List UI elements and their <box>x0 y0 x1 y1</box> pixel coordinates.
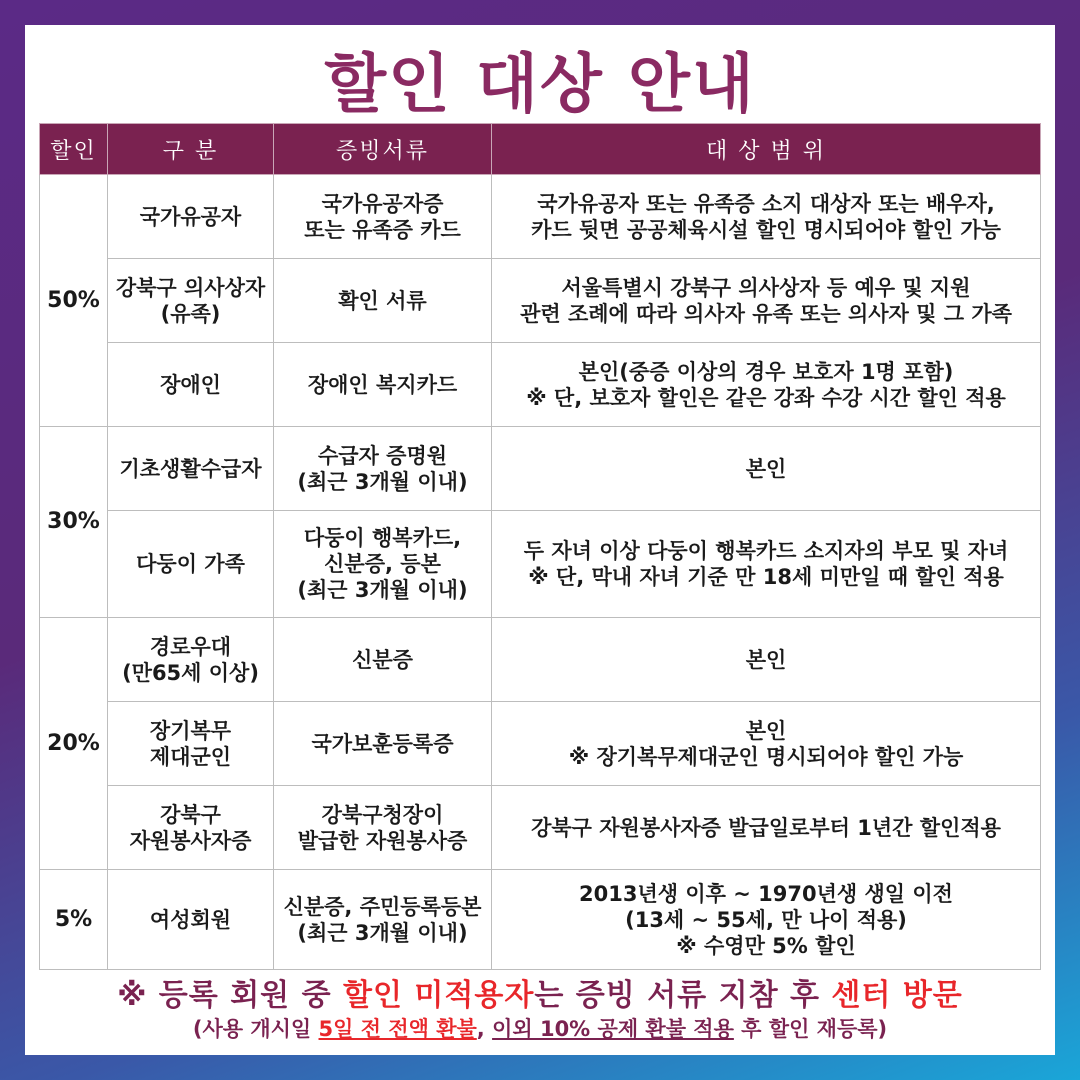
category-cell: 강북구 의사상자 (유족) <box>108 259 274 343</box>
scope-cell: 본인 ※ 장기복무제대군인 명시되어야 할인 가능 <box>492 702 1041 786</box>
docs-cell: 강북구청장이 발급한 자원봉사증 <box>274 786 492 870</box>
scope-cell: 본인(중증 이상의 경우 보호자 1명 포함) ※ 단, 보호자 할인은 같은 강좌 수강 시간 할인 적용 <box>492 343 1041 427</box>
discount-table <box>39 123 1041 970</box>
scope-cell: 국가유공자 또는 유족증 소지 대상자 또는 배우자, 카드 뒷면 공공체육시설 할인 명시되어야 할인 가능 <box>492 175 1041 259</box>
table-row <box>40 259 1041 343</box>
table-header-row <box>40 124 1041 175</box>
table-row <box>40 511 1041 618</box>
footer-highlight: 센터 방문 <box>831 978 963 1013</box>
footer-notice <box>25 970 1055 1014</box>
scope-cell: 2013년생 이후 ~ 1970년생 생일 이전 (13세 ~ 55세, 만 나이 적용) ※ 수영만 5% 할인 <box>492 870 1041 970</box>
docs-cell: 확인 서류 <box>274 259 492 343</box>
table-row <box>40 702 1041 786</box>
rate-cell: 5% <box>40 870 108 970</box>
footer-notice-part: ※ 등록 회원 중 <box>117 978 344 1013</box>
refund-note-part: (사용 개시일 <box>192 1017 319 1041</box>
footer-highlight: 할인 미적용자 <box>343 978 535 1013</box>
scope-cell: 본인 <box>492 618 1041 702</box>
docs-cell: 신분증 <box>274 618 492 702</box>
table-row <box>40 175 1041 259</box>
notice-card <box>25 25 1055 1055</box>
header-rate: 할인 <box>40 124 108 175</box>
docs-cell: 수급자 증명원 (최근 3개월 이내) <box>274 427 492 511</box>
scope-cell: 서울특별시 강북구 의사상자 등 예우 및 지원 관련 조례에 따라 의사자 유족 또는 의사자 및 그 가족 <box>492 259 1041 343</box>
table-row <box>40 618 1041 702</box>
docs-cell: 신분증, 주민등록등본 (최근 3개월 이내) <box>274 870 492 970</box>
category-cell: 여성회원 <box>108 870 274 970</box>
category-cell: 국가유공자 <box>108 175 274 259</box>
refund-note-part: 후 할인 재등록) <box>733 1017 888 1041</box>
category-cell: 기초생활수급자 <box>108 427 274 511</box>
rate-cell: 30% <box>40 427 108 618</box>
scope-cell: 두 자녀 이상 다둥이 행복카드 소지자의 부모 및 자녀 ※ 단, 막내 자녀 기준 만 18세 미만일 때 할인 적용 <box>492 511 1041 618</box>
docs-cell: 국가보훈등록증 <box>274 702 492 786</box>
header-scope: 대 상 범 위 <box>492 124 1041 175</box>
refund-highlight: 5일 전 전액 환불 <box>318 1017 477 1041</box>
docs-cell: 국가유공자증 또는 유족증 카드 <box>274 175 492 259</box>
category-cell: 장애인 <box>108 343 274 427</box>
category-cell: 강북구 자원봉사자증 <box>108 786 274 870</box>
header-docs: 증빙서류 <box>274 124 492 175</box>
category-cell: 경로우대 (만65세 이상) <box>108 618 274 702</box>
footer-notice-part: 는 증빙 서류 지참 후 <box>534 978 832 1013</box>
docs-cell: 장애인 복지카드 <box>274 343 492 427</box>
table-row <box>40 343 1041 427</box>
rate-cell: 50% <box>40 175 108 427</box>
page-title: 할인 대상 안내 <box>318 47 762 130</box>
scope-cell: 본인 <box>492 427 1041 511</box>
category-cell: 장기복무 제대군인 <box>108 702 274 786</box>
footer-refund-note <box>25 1013 1055 1043</box>
header-category: 구 분 <box>108 124 274 175</box>
category-cell: 다둥이 가족 <box>108 511 274 618</box>
title-wrap <box>25 47 1055 130</box>
refund-note-part: , <box>476 1017 493 1041</box>
table-row <box>40 427 1041 511</box>
table-row <box>40 786 1041 870</box>
table-row <box>40 870 1041 970</box>
refund-underline: 이외 10% 공제 환불 적용 <box>492 1017 734 1041</box>
rate-cell: 20% <box>40 618 108 870</box>
scope-cell: 강북구 자원봉사자증 발급일로부터 1년간 할인적용 <box>492 786 1041 870</box>
docs-cell: 다둥이 행복카드, 신분증, 등본 (최근 3개월 이내) <box>274 511 492 618</box>
